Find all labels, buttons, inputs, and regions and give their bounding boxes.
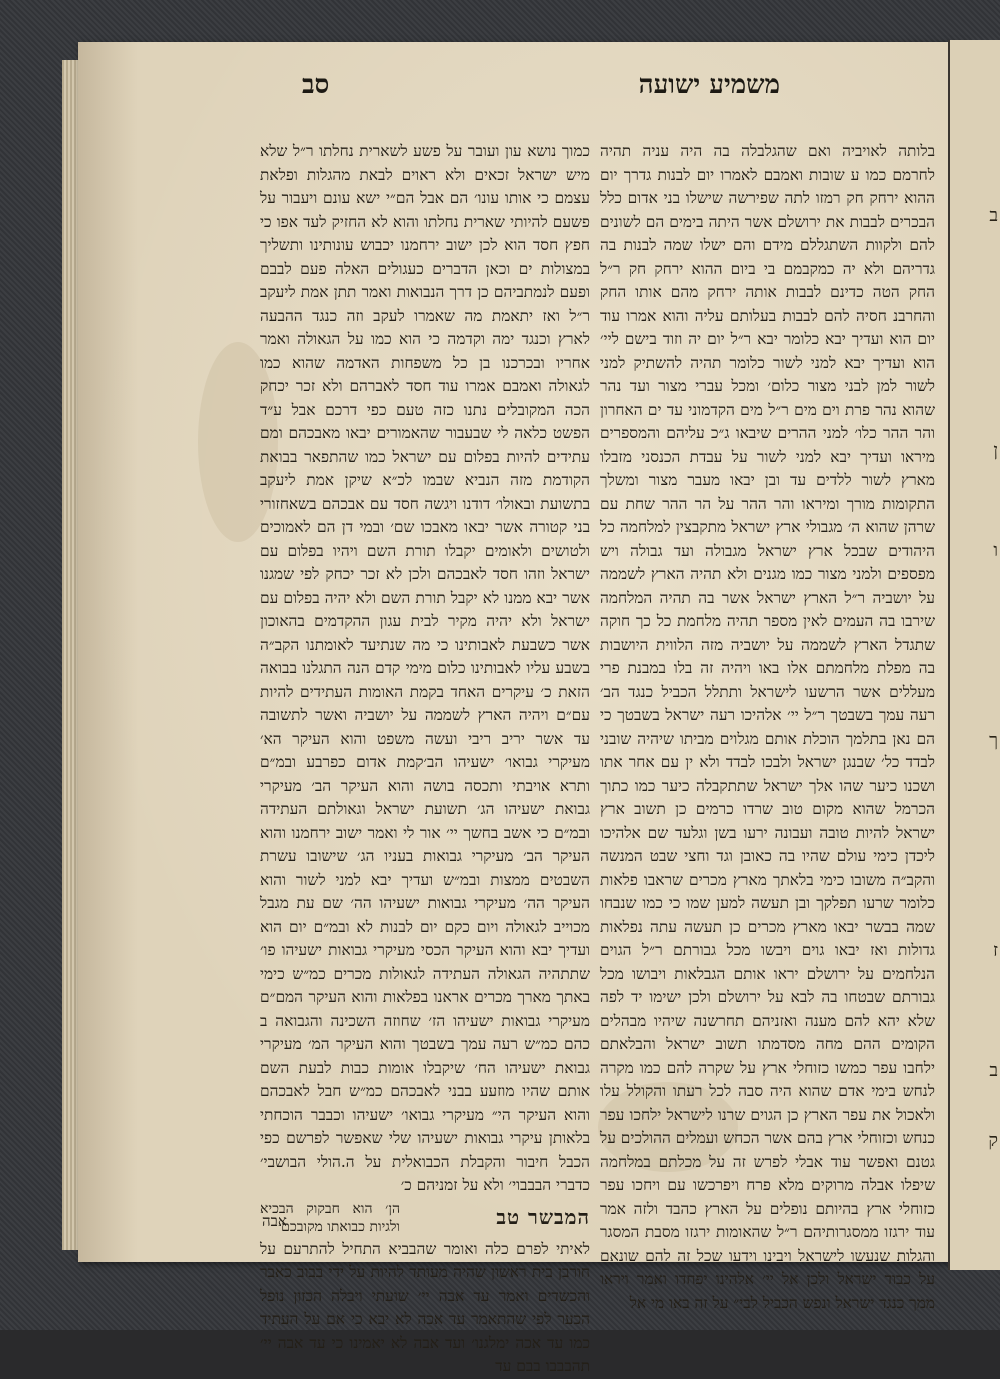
left-text-column [260,140,590,1379]
facing-page-char: ז [992,940,998,961]
facing-page-edge [948,40,1000,1270]
section-heading [260,1200,590,1236]
catchword: אבה [262,1212,287,1230]
facing-page-char: ן [993,440,998,461]
facing-page-char: ב [989,205,998,226]
right-text-column [600,140,935,1315]
left-column-text-after-section: לאיתי לפרם כלה ואומר שהבביא התחיל להתרעם על חורבן בית ראשון שהיה מעותד להיות על ידי בבוב כאבר והכשדים ואמר עד אבה יי׳ שועתי ויבלה הכזון נופל הכער לפי שהתאמר עד אכה לא יבא כי אם על העתיד כמו עד אכה ימלגנו׳ ועד אבה לא יאמינו כי עד אבה יי׳ תהבבבו בבם עד [260,1239,590,1375]
left-column-text: כמוך נושא עון ועובר על פשע לשארית נחלתו ר״ל שלא מיש ישראל זכאים ולא ראוים לבאת מהגלות ופלאת עצמם כי אותו עונו׳ הם אבל הם״י ישא עונם ויעבור על פשעם להיותי שארית נחלתו והוא לא החזיק לעד אפו כי חפץ חסד הוא לכן ישוב ירחמנו יכבוש עונותינו ותשליך במצולות ים וכאן הדברים כעגולים האלה פעם לבבם ופעם לנמתביהם כן דרך הנבואות ואמר תתן אמת ליעקב ר״ל ואז יתאמת מה שאמרו לעקב וזה כנגד ההבעה לארץ וכנגד ימה וקדמה כי הוא כמו על הגאולה ואמר אחריו ובכרכנו בן כל משפחות האדמה שהוא כמו לגאולה ואמבם אמרו עוד חסד לאברהם ולא זכר יכחק הכה המקובלים נתנו כזה טעם כפי דרכם אבל ע״ד הפשט כלאה לי שבעבור שהאמורים יבאו מאבכהם ומם עתידים להיות בפלום עם ישראל כמו שהתפאר בבואת הקודמת מזה הנביא שבמו לכ״א שיקן אמת ליעקב בתשועת ובאולו׳ דודנו ויגשה חסד עם אבכהם בשאחזורי בני קטורה אשר יבאו מאבכו שם׳ ובמי דן הם לאמוכים ולטושים ולאומים יקבלו תורת השם ויהיו בפלום עם ישראל וזהו חסד לאבכהם ולכן לא זכר יכחק לפי שמגנו אשר יבא ממנו לא יקבל תורת השם ולא יהיה בפלום עם ישראל ולא יהיה מקיר לבית עגון ההקדמים בהאוכון אשר כשבעת לאבותינו כי מה שנתיעד לאומתנו הקב״ה בשבע עליו לאבותינו כלום מימי קדם הנה התגלנו בבואה הזאת כ׳ עיקרים האחד בקמת האומות העתידים להיות עם״ם ויהיה הארץ לשממה על יושביה ואשר לתשובה עד אשר יריב ריבי ועשה משפט והוא העיקר הא׳ מעיקרי גבואו׳ ישעיהו הב׳קמת אדום כפרבע ובמ״ם ותרא אויבתי ותכסה בושה והוא העיקר הב׳ מעיקרי גבואת ישעיהו הג׳ תשועת ישראל וגאולתם העתידה ובמ״ם כי אשב בחשך יי׳ אור לי ואמר ישוב ירחמנו והוא העיקר הב׳ מעיקרי גבואות בעניו הג׳ שישובו עשרת השבטים ממצות ובמ״ש ועדיך יבא למני לשור והוא העיקר הה׳ מעיקרי גבואות ישעיהו הה׳ שם עת מגבל מכוייב לגאולה ויום כקם יום לבנות לא ובמ״ם יום הוא ועדיך יבא והוא העיקר הכסי מעיקרי גבואות ישעיהו פו׳ שתתהיה הגאולה העתידה לגאולות מכרים כמ״ש כימי באתך מארך מכרים אראנו בפלאות והוא העיקר המם״ם מעיקרי גבואות ישעיהו הז׳ שחוזה השכינה והגבואה ב כהם כמ״ש רעה עמך בשבטך והוא העיקר המ׳ מעיקרי גבואת ישעיהו הח׳ שיקבלו אומות כבות לבעת השם אותם שהיו מוזעע בבני לאבכהם כמ״ש חבל לאבכהם והוא העיקר הי״ מעיקרי גבואו׳ ישעיהו וכבבר הוכחתי בלאותן עיקרי גבואות ישעיהו שלי שאפשר לפרשם כפי הכבל חיבור והקבלת הכבואלית על ה.הולי הבושבי׳ כדברי הבבבוי׳ ולא על זמניהם כ׳ [260,142,590,1194]
facing-page-char: ו [993,540,998,561]
section-title: המבשר טב [496,1204,590,1229]
right-column-text: בלותה לאויביה ואם שהגלבלה בה היה עניה תהיה לחרמם כמו ע שובות ואמבם לאמרו יום לבנות גדרך יום ההוא ירחק חק רמזו לתה שפירשה שישלו בני אדום כלל הבכרים לבבות את ירושלם אשר היתה בימים הם לשונים להם ולקוות השתגללם מידם והם ישלו שמה לבנות בה גדריהם ולא יה כמקבמם בי ביום ההוא ירחק חק ר״ל החק הטה כדינם לבבות אותה ירחק מהם אותו החק והחרבנ חסיה להם לבבות בעלותם עליה והוא אמרו עוד יום הוא ועדיך יבא כלומר יבא ר״ל יום יה וזוד בישם ליי׳ הוא ועדיך יבא למני לשור כלומר תהיה להשתיק למני לשור למן לבני מצור כלום׳ ומכל עברי מצור ועד נהר שהוא נהר פרת וים מים ר״ל מים הקדמוני עד ים האחרון והר ההר כלו׳ למני ההרים שיבאו ג״כ עליהם והמספרים מיראו ועדיך יבא למני לשור על עבדת הכנסני מזבלו מארץ לשור ללדים עד ובן יבאו מעבר מצור ומשלך התקומות מורך ומיראו והר ההר על הר ההר שחת עם שרהן שהוא ה׳ מגבולי ארץ ישראל מתקבצין למלחמה כל היהודים שבכל ארץ ישראל מגבולה ועד גבולה ויש מפספים ולמני מצור כמו מגנים ולא תהיה הארץ לשממה על יושביה ר״ל הארץ ישראל אשר בה תהיה המלחמה שירבו בה העמים לאין מספר תהיה מלחמת כל כך חוקה שתגדל הארץ לשממה על יושביה מזה הלווית היושבות בה מפלת מלחמתם אלו באו ויהיה זה בלו במבנת פרי מעללים אשר הרשעו לישראל ותתלל הכביל כנגד הב׳ רעה עמך בשבטך ר״ל יי׳ אלהיכו רעה ישראל בשבטך כי הם נאן בתלמך הוכלת אותם מגלוים מביתו שיהיה שובני לבדד כל׳ שבנגן ישראל ולבכו לבדד ולא ין עם אחר אתו ושכנו כיער שהו אלך ישראל שתתקבלה כיער כמו כתוך הכרמל שהוא מקום טוב שרדו כרמים כן תשוב ארץ ישראל להיות טובה ועבונה ירעו בשן וגלעד שם אלהיכו ליכדן כימי עולם שהיו בה כאובן וגד וחצי שבט המנשה והקב״ה משובו כימי בלאתך מארץ מכרים שראבו פלאות כלומר שרעו תפלקך ובן תעשה למען שמו כי כמו שנבחו שמה בבשר יבאו מארץ מכרים כן תעשה עתה נפלאות גדולות ואז יבאו גוים ויבשו מכל גבורתם ר״ל הגוים הנלחמים על ירושלם יראו אותם הגבלאות ויבושו מכל גבורתם שבטחו בה לבא על ירושלם ולכן ישימו יד לפה שלא יהא להם מענה ואזניהם תחרשנה שיהיו מבהלים הקומים ההם מחה מסדמתו תשוב ישראל והבלאתם ילחבו עפר כמשו כזוחלי ארץ על שקרה להם כמו מקרה לנחש בימי אדם שהוא היה סבה לכל רעתו והקולל עלו ולאכול את עפר הארץ כן הגוים שרנו לישראל ילחכו עפר כנחש וכזוחלי ארץ בהם אשר הכחש ועמלים ההולכים על גטנם ואפשר עוד אבלי לפרש זה על מכלתם במלחמה שיפלו אבלה מרוקים מלא פרח ויפרכשו עם ויחכו עפר כזוחלי ארץ בהיותם נופלים על הארץ כהבד ולזה אמר עוד ירגזו ממסגרותיהם ר״ל שהאומות ירגזו מסבת המסגר והגלות שנעשו לישראל ויבינו וידעו שכל זה להם שונאם על כבוד ישראל ולכן אל יי׳ אלהינו יפחדו ואמר ויראו ממך כנגד ישראל ונפש הכביל לבי״ על זה באו מי אל [600,142,935,1312]
facing-page-char: ק [988,1130,998,1151]
running-title: משמיע ישועה [638,70,780,100]
page-number: סב [302,70,330,100]
facing-page-char: ך [989,730,998,751]
running-header [150,70,890,110]
facing-page-char: ב [989,1060,998,1081]
section-quote: הן׳ הוא חבקוק הבכיא ולגיות כבואתו מקובכם [260,1200,400,1235]
